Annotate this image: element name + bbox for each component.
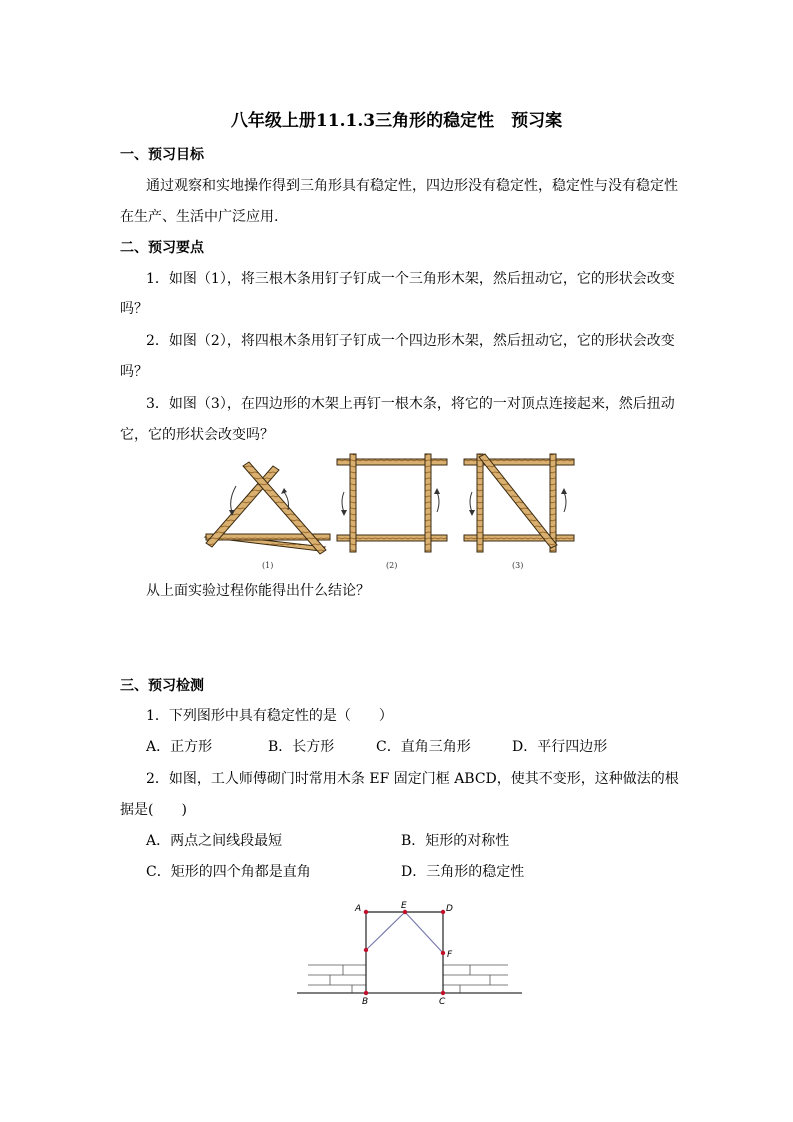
point-left-brace	[364, 948, 368, 952]
test-q2-option-d: D．三角形的稳定性	[401, 864, 525, 880]
test-q1-option-d: D．平行四边形	[512, 739, 608, 755]
test-q1-option-b: B．长方形	[268, 739, 335, 755]
section1-heading: 一、预习目标	[120, 147, 204, 163]
point-d	[441, 910, 445, 914]
test-q2-option-c: C．矩形的四个角都是直角	[146, 864, 311, 880]
point-b	[364, 991, 368, 995]
page-title: 八年级上册11.1.3三角形的稳定性 预习案	[230, 111, 563, 131]
fig1-label: (1)	[262, 561, 274, 570]
wood-frames-figure	[0, 452, 793, 592]
label-c: C	[439, 997, 446, 1007]
point-q2-line2: 吗？	[120, 364, 148, 380]
fig3-label: (3)	[512, 561, 524, 570]
test-q1-option-c: C．直角三角形	[376, 739, 471, 755]
brace-left	[366, 912, 405, 950]
point-q2-line1: 2．如图（2），将四根木条用钉子钉成一个四边形木架，然后扭动它，它的形状会改变	[146, 333, 675, 349]
label-e: E	[401, 901, 407, 911]
test-q2-option-a: A．两点之间线段最短	[146, 833, 283, 849]
conclusion-prompt: 从上面实验过程你能得出什么结论？	[146, 583, 370, 599]
label-d: D	[446, 904, 453, 914]
goal-text-line1: 通过观察和实地操作得到三角形具有稳定性，四边形没有稳定性，稳定性与没有稳定性	[146, 178, 678, 194]
left-brick-wall	[308, 965, 366, 993]
test-q2-stem-line2: 据是( )	[120, 802, 187, 818]
test-q2-stem-line1: 2．如图，工人师傅砌门时常用木条 EF 固定门框 ABCD，使其不变形，这种做法的根	[146, 771, 679, 787]
door-frame-figure	[0, 898, 793, 1018]
test-q2-option-b: B．矩形的对称性	[401, 833, 510, 849]
right-brick-wall	[443, 965, 508, 993]
fig2-label: (2)	[386, 561, 398, 570]
test-q1-option-a: A．正方形	[146, 739, 213, 755]
label-b: B	[362, 997, 369, 1007]
section2-heading: 二、预习要点	[120, 240, 204, 256]
point-q3-line2: 它，它的形状会改变吗？	[120, 427, 274, 443]
point-q1-line2: 吗？	[120, 301, 148, 317]
goal-text-line2: 在生产、生活中广泛应用.	[120, 209, 279, 225]
point-q3-line1: 3．如图（3），在四边形的木架上再钉一根木条，将它的一对顶点连接起来，然后扭动	[146, 396, 675, 412]
braced-frame	[464, 454, 574, 570]
brace-ef	[405, 912, 443, 953]
point-a	[364, 910, 368, 914]
triangle-frame	[205, 462, 330, 570]
point-f	[441, 951, 445, 955]
label-a: A	[355, 904, 362, 914]
point-q1-line1: 1．如图（1），将三根木条用钉子钉成一个三角形木架，然后扭动它，它的形状会改变	[146, 271, 675, 287]
point-c	[441, 991, 445, 995]
section3-heading: 三、预习检测	[120, 678, 204, 694]
test-q1-stem: 1．下列图形中具有稳定性的是（ ）	[146, 708, 393, 724]
label-f: F	[447, 950, 453, 960]
square-frame	[337, 454, 447, 570]
